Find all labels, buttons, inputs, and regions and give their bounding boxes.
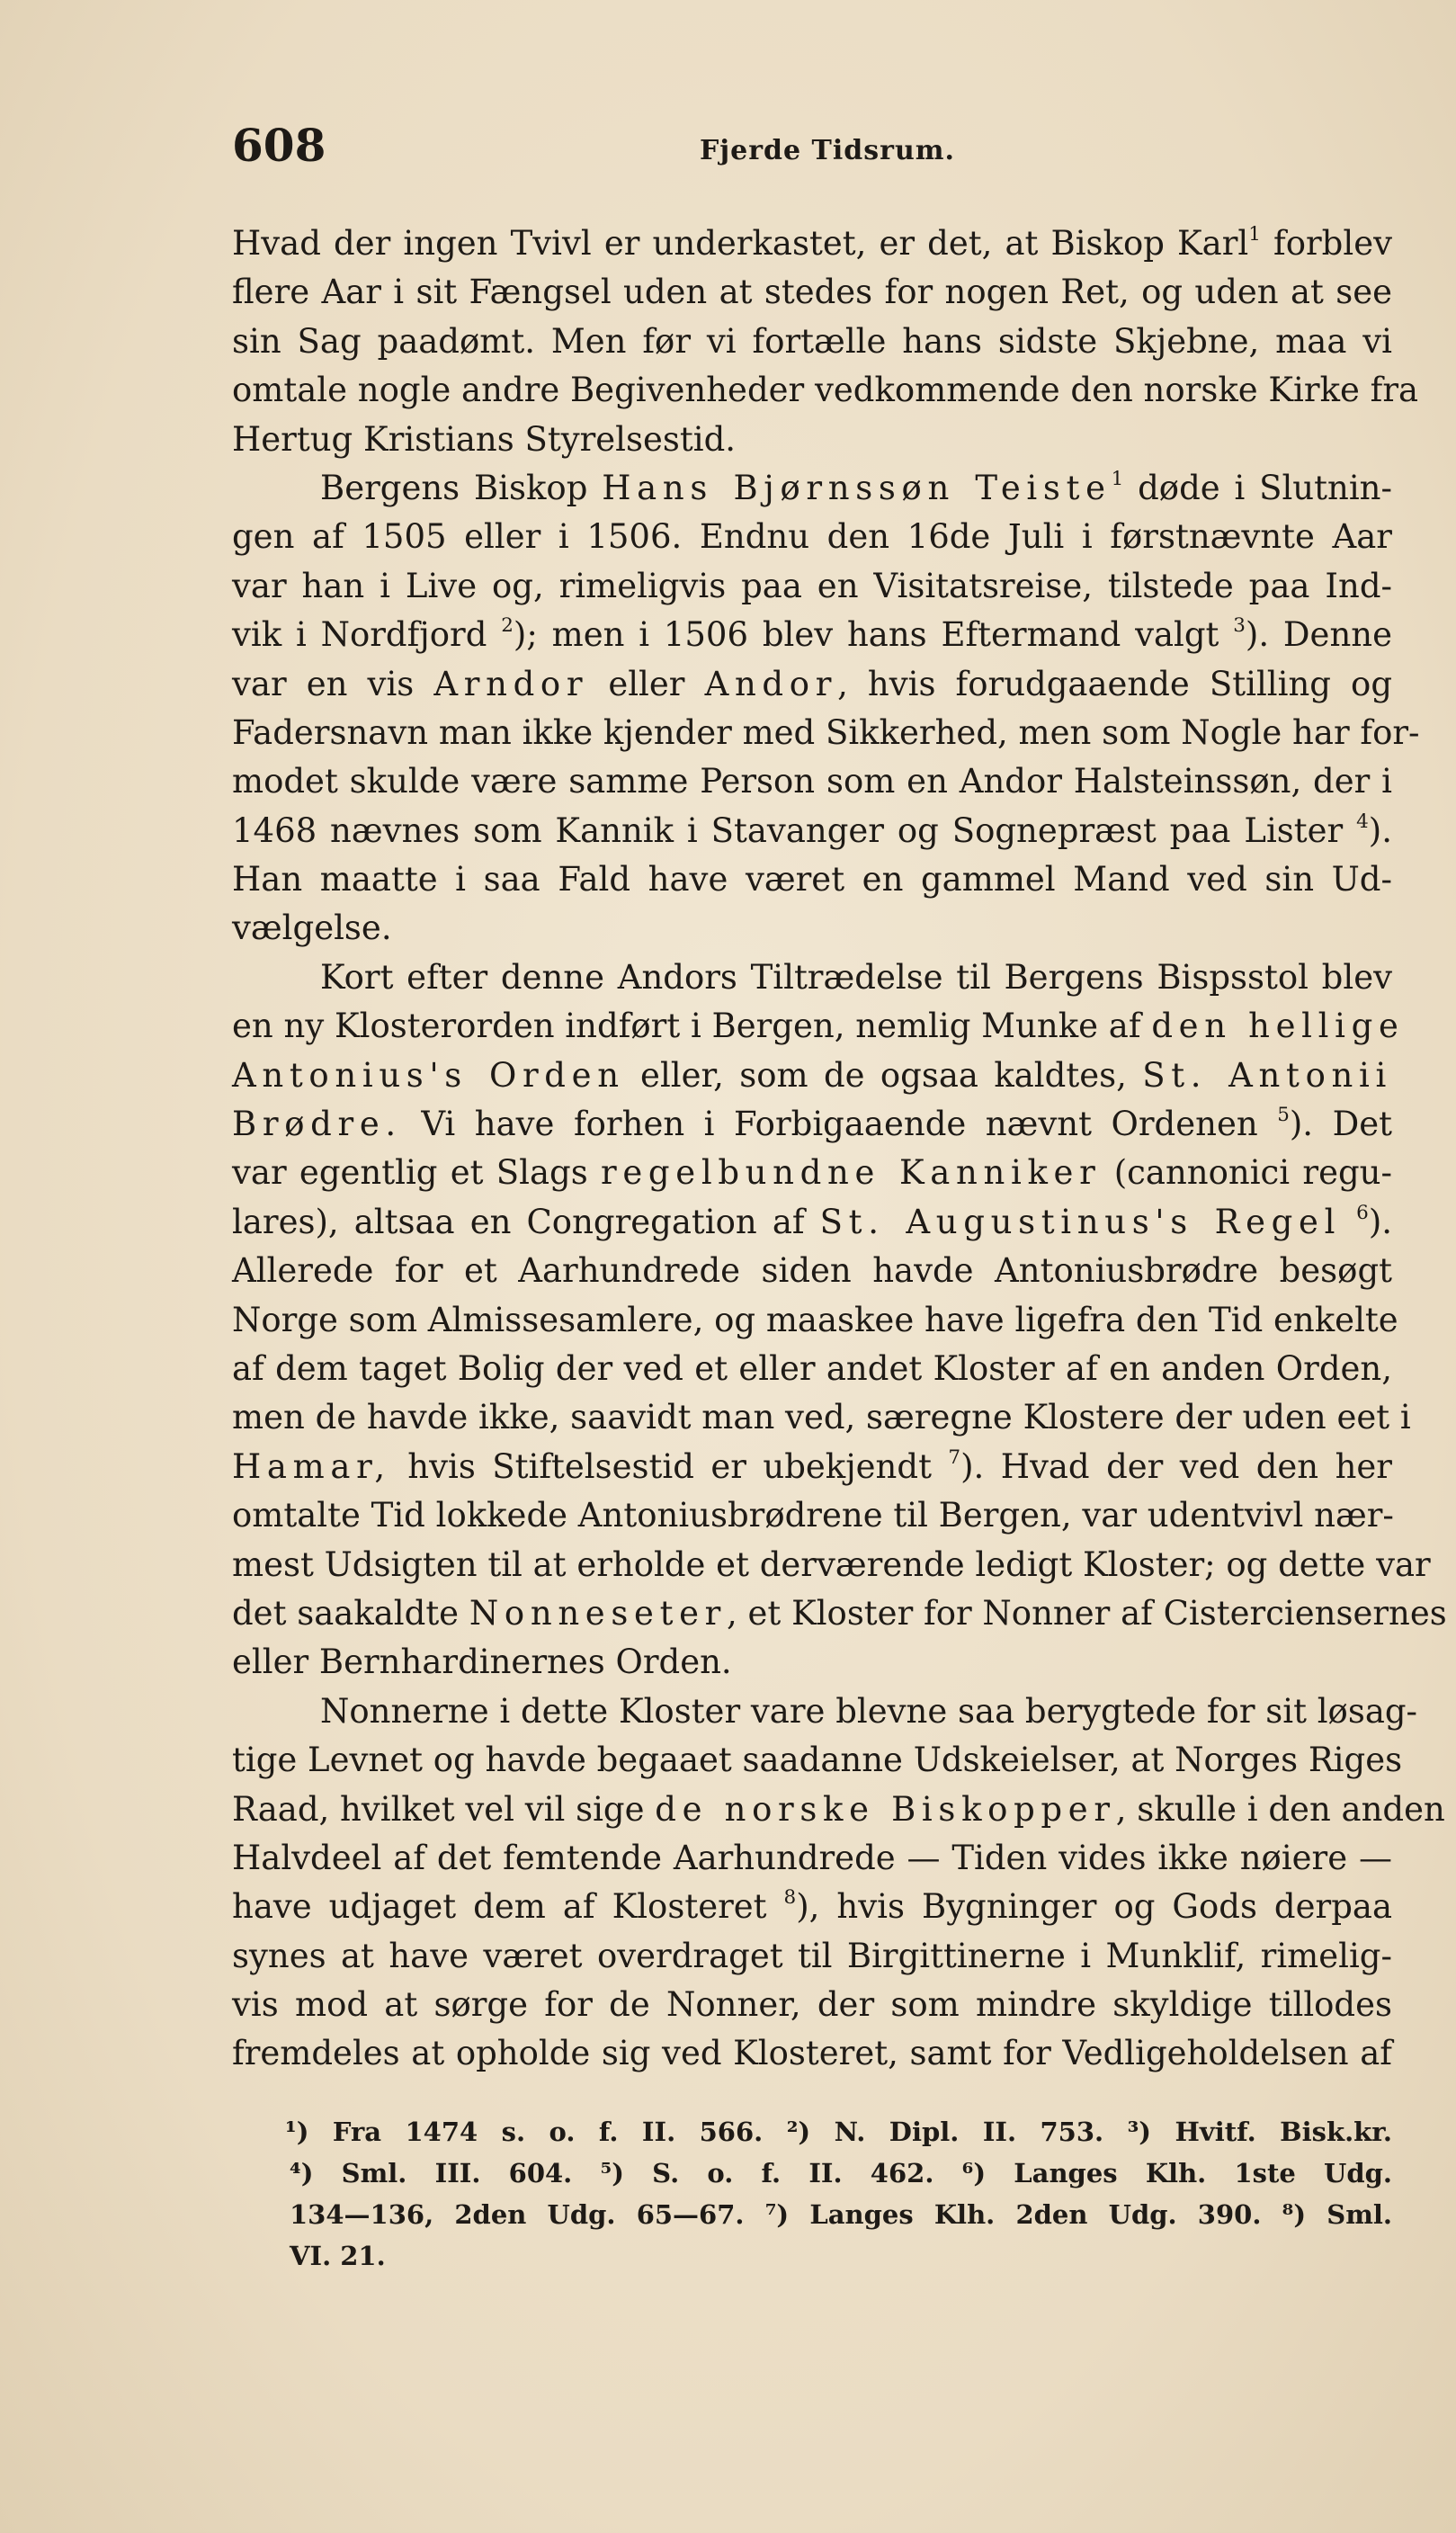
text-line: en ny Klosterorden indført i Bergen, nemlig Munke af den hellige bbox=[232, 1007, 1405, 1046]
text-line: men de havde ikke, saavidt man ved, særegne Klostere der uden eet i bbox=[232, 1398, 1411, 1437]
text-line: Fadersnavn man ikke kjender med Sikkerhed, men som Nogle har for- bbox=[232, 712, 1420, 752]
footnote-line: ⁴) Sml. III. 604. ⁵) S. o. f. II. 462. ⁶) Langes Klh. 1ste Udg. bbox=[290, 2158, 1392, 2188]
text-line: af dem taget Bolig der ved et eller andet Kloster af en anden Orden, bbox=[232, 1348, 1392, 1388]
text-line: fremdeles at opholde sig ved Klosteret, samt for Vedligeholdelsen af bbox=[232, 2034, 1392, 2073]
text-line: omtale nogle andre Begivenheder vedkommende den norske Kirke fra bbox=[232, 371, 1419, 410]
body-text bbox=[232, 219, 1447, 2079]
text-line: var han i Live og, rimeligvis paa en Visitatsreise, tilstede paa Ind- bbox=[232, 566, 1392, 605]
text-line: Bergens Biskop Hans Bjørnssøn Teiste$^1$ døde i Slutnin- bbox=[320, 467, 1392, 507]
running-head: Fjerde Tidsrum. bbox=[700, 135, 955, 166]
text-line: Allerede for et Aarhundrede siden havde Antoniusbrødre besøgt bbox=[232, 1251, 1392, 1291]
footnote-line: VI. 21. bbox=[290, 2241, 386, 2271]
footnote-line: 134—136, 2den Udg. 65—67. ⁷) Langes Klh. 2den Udg. 390. ⁸) Sml. bbox=[290, 2199, 1392, 2230]
text-line: have udjaget dem af Klosteret $^8$), hvis Bygninger og Gods derpaa bbox=[232, 1886, 1393, 1927]
text-line: flere Aar i sit Fængsel uden at stedes for nogen Ret, og uden at see bbox=[232, 273, 1392, 312]
text-line: vik i Nordfjord $^2$); men i 1506 blev hans Eftermand valgt $^3$). Denne bbox=[232, 614, 1393, 655]
text-line: Antonius's Orden eller, som de ogsaa kaldtes, St. Antonii bbox=[232, 1055, 1392, 1095]
text-line: 1468 nævnes som Kannik i Stavanger og Sognepræst paa Lister $^4$). bbox=[232, 810, 1392, 850]
page-number: 608 bbox=[232, 119, 326, 172]
text-line: Han maatte i saa Fald have været en gammel Mand ved sin Ud- bbox=[232, 860, 1392, 900]
text-line: eller Bernhardinernes Orden. bbox=[232, 1642, 732, 1682]
text-line: Kort efter denne Andors Tiltrædelse til Bergens Bispsstol blev bbox=[320, 957, 1392, 997]
text-line: Hertug Kristians Styrelsestid. bbox=[232, 419, 737, 459]
text-line: vælgelse. bbox=[232, 908, 392, 948]
text-line: Hvad der ingen Tvivl er underkastet, er det, at Biskop Karl$^1$ forblev bbox=[232, 222, 1392, 263]
text-line: Brødre. Vi have forhen i Forbigaaende nævnt Ordenen $^5$). Det bbox=[232, 1103, 1393, 1144]
text-line: omtalte Tid lokkede Antoniusbrødrene til Bergen, var udentvivl nær- bbox=[232, 1496, 1394, 1535]
footnotes bbox=[285, 2111, 1392, 2277]
text-line: Hamar, hvis Stiftelsestid er ubekjendt $^7$). Hvad der ved den her bbox=[232, 1446, 1392, 1486]
text-line: synes at have været overdraget til Birgittinerne i Munklif, rimelig- bbox=[232, 1936, 1392, 1975]
text-line: Norge som Almissesamlere, og maaskee have ligefra den Tid enkelte bbox=[232, 1300, 1398, 1339]
text-line: lares), altsaa en Congregation af St. Augustinus's Regel $^6$). bbox=[232, 1201, 1393, 1241]
footnote-line: ¹) Fra 1474 s. o. f. II. 566. ²) N. Dipl. II. 753. ³) Hvitf. Bisk.kr. bbox=[285, 2117, 1392, 2147]
text-line: vis mod at sørge for de Nonner, der som mindre skyldige tillodes bbox=[232, 1985, 1392, 2025]
text-line: tige Levnet og havde begaaet saadanne Udskeielser, at Norges Riges bbox=[232, 1741, 1403, 1780]
text-line: gen af 1505 eller i 1506. Endnu den 16de Juli i førstnævnte Aar bbox=[232, 517, 1392, 557]
text-line: Nonnerne i dette Kloster vare blevne saa berygtede for sit løsag- bbox=[320, 1691, 1418, 1731]
text-line: modet skulde være samme Person som en Andor Halsteinssøn, der i bbox=[232, 762, 1392, 801]
text-line: var en vis Arndor eller Andor, hvis forudgaaende Stilling og bbox=[232, 664, 1393, 703]
text-line: sin Sag paadømt. Men før vi fortælle hans sidste Skjebne, maa vi bbox=[232, 321, 1392, 361]
text-line: Raad, hvilket vel vil sige de norske Biskopper, skulle i den anden bbox=[232, 1789, 1445, 1829]
text-line: var egentlig et Slags regelbundne Kanniker (cannonici regu- bbox=[232, 1153, 1392, 1193]
page-header bbox=[232, 119, 1392, 173]
text-line: Halvdeel af det femtende Aarhundrede — Tiden vides ikke nøiere — bbox=[232, 1838, 1392, 1877]
text-line: det saakaldte Nonneseter, et Kloster for Nonner af Cisterciensernes bbox=[232, 1593, 1447, 1633]
text-line: mest Udsigten til at erholde et derværende ledigt Kloster; og dette var bbox=[232, 1544, 1431, 1584]
